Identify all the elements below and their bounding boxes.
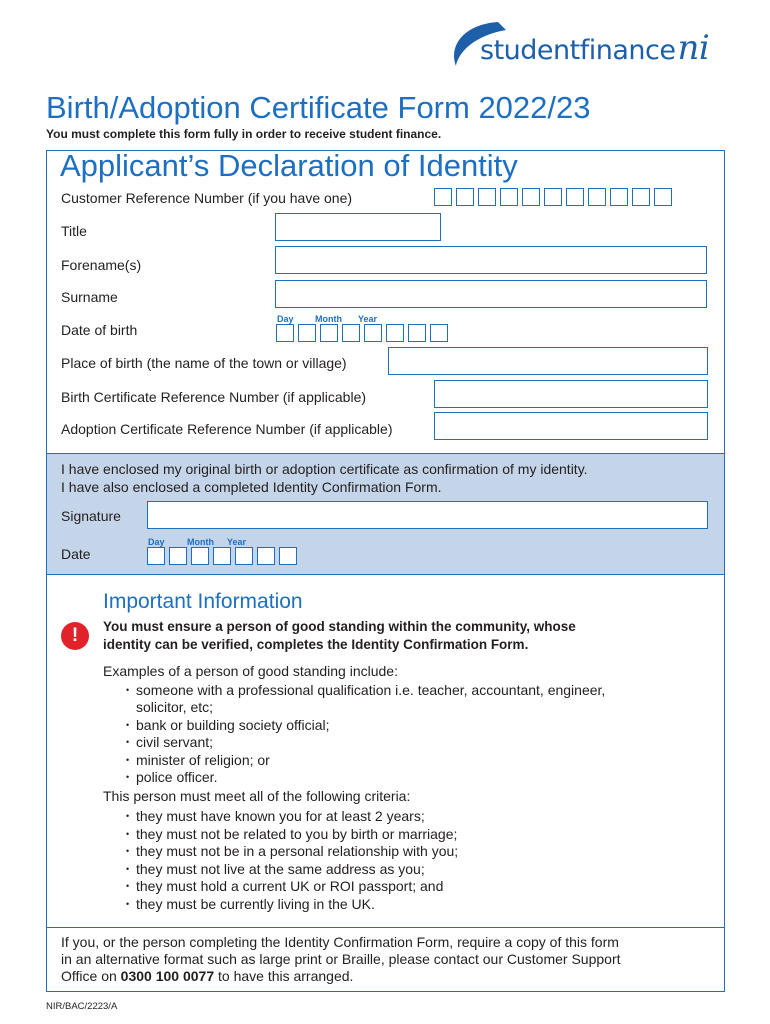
dob-cell[interactable] — [430, 324, 448, 342]
support-phone-number: 0300 100 0077 — [120, 968, 215, 984]
confirmation-line-2: I have also enclosed a completed Identity Confirmation Form. — [61, 479, 442, 495]
example-item-continued: solicitor, etc; — [136, 699, 214, 715]
title-label: Title — [61, 223, 87, 239]
dob-input[interactable] — [276, 324, 448, 342]
signature-field[interactable] — [147, 501, 708, 529]
criteria-item: • they must have known you for at least 2 years; — [126, 808, 425, 824]
crn-cell[interactable] — [456, 188, 474, 206]
date-cell[interactable] — [257, 547, 275, 565]
form-subtitle: You must complete this form fully in order to receive student finance. — [46, 127, 442, 141]
crn-cell[interactable] — [434, 188, 452, 206]
dob-month-label: Month — [315, 314, 342, 324]
crn-cell[interactable] — [632, 188, 650, 206]
crn-cell[interactable] — [478, 188, 496, 206]
dob-cell[interactable] — [276, 324, 294, 342]
crn-cell[interactable] — [588, 188, 606, 206]
dob-cell[interactable] — [408, 324, 426, 342]
place-of-birth-label: Place of birth (the name of the town or village) — [61, 355, 347, 371]
date-cell[interactable] — [279, 547, 297, 565]
birth-ref-field[interactable] — [434, 380, 708, 408]
crn-cell[interactable] — [544, 188, 562, 206]
criteria-intro: This person must meet all of the following criteria: — [103, 788, 411, 804]
surname-label: Surname — [61, 289, 118, 305]
dob-cell[interactable] — [298, 324, 316, 342]
confirmation-line-1: I have enclosed my original birth or adoption certificate as confirmation of my identity. — [61, 461, 588, 477]
date-cell[interactable] — [191, 547, 209, 565]
important-bold-line-1: You must ensure a person of good standing within the community, whose — [103, 619, 576, 634]
date-cell[interactable] — [235, 547, 253, 565]
date-day-label: Day — [148, 537, 165, 547]
forenames-field[interactable] — [275, 246, 707, 274]
footer-line-2: in an alternative format such as large print or Braille, please contact our Customer Support — [61, 951, 621, 967]
birth-ref-label: Birth Certificate Reference Number (if applicable) — [61, 389, 367, 405]
forenames-label: Forename(s) — [61, 257, 142, 273]
important-title: Important Information — [103, 590, 303, 613]
alert-icon: ! — [61, 622, 89, 650]
criteria-item: • they must not be in a personal relationship with you; — [126, 843, 458, 859]
signature-label: Signature — [61, 508, 121, 524]
dob-cell[interactable] — [342, 324, 360, 342]
criteria-item: • they must not live at the same address as you; — [126, 861, 425, 877]
date-input[interactable] — [147, 547, 297, 565]
date-cell[interactable] — [213, 547, 231, 565]
date-cell[interactable] — [169, 547, 187, 565]
example-item: • police officer. — [126, 769, 217, 785]
form-reference: NIR/BAC/2223/A — [46, 1001, 118, 1012]
example-item: • civil servant; — [126, 734, 213, 750]
crn-cell[interactable] — [566, 188, 584, 206]
surname-field[interactable] — [275, 280, 707, 308]
footer-line-3: Office on 0300 100 0077 to have this arranged. — [61, 968, 354, 984]
crn-cell[interactable] — [610, 188, 628, 206]
criteria-item: • they must not be related to you by birth or marriage; — [126, 826, 457, 842]
student-finance-ni-logo — [446, 14, 746, 74]
title-field[interactable] — [275, 213, 441, 241]
example-item: • someone with a professional qualification i.e. teacher, accountant, engineer, — [126, 682, 605, 698]
example-item: • bank or building society official; — [126, 717, 330, 733]
place-of-birth-field[interactable] — [388, 347, 708, 375]
important-bold-line-2: identity can be verified, completes the Identity Confirmation Form. — [103, 637, 529, 652]
dob-day-label: Day — [277, 314, 294, 324]
form-title: Birth/Adoption Certificate Form 2022/23 — [46, 90, 591, 125]
criteria-item: • they must hold a current UK or ROI passport; and — [126, 878, 443, 894]
dob-cell[interactable] — [364, 324, 382, 342]
dob-label: Date of birth — [61, 322, 138, 338]
logo-text: studentfinanceni — [480, 28, 710, 68]
crn-input[interactable] — [434, 188, 672, 206]
dob-cell[interactable] — [386, 324, 404, 342]
dob-cell[interactable] — [320, 324, 338, 342]
crn-cell[interactable] — [522, 188, 540, 206]
date-label: Date — [61, 546, 91, 562]
crn-cell[interactable] — [500, 188, 518, 206]
example-item: • minister of religion; or — [126, 752, 270, 768]
footer-line-1: If you, or the person completing the Identity Confirmation Form, require a copy of this form — [61, 934, 619, 950]
adoption-ref-field[interactable] — [434, 412, 708, 440]
crn-label: Customer Reference Number (if you have one) — [61, 190, 353, 206]
date-year-label: Year — [227, 537, 247, 547]
date-month-label: Month — [187, 537, 214, 547]
crn-cell[interactable] — [654, 188, 672, 206]
criteria-item: • they must be currently living in the UK. — [126, 896, 375, 912]
adoption-ref-label: Adoption Certificate Reference Number (if applicable) — [61, 421, 393, 437]
dob-year-label: Year — [358, 314, 378, 324]
date-cell[interactable] — [147, 547, 165, 565]
section-divider — [47, 927, 724, 928]
examples-intro: Examples of a person of good standing include: — [103, 663, 398, 679]
declaration-title: Applicant’s Declaration of Identity — [60, 148, 518, 183]
